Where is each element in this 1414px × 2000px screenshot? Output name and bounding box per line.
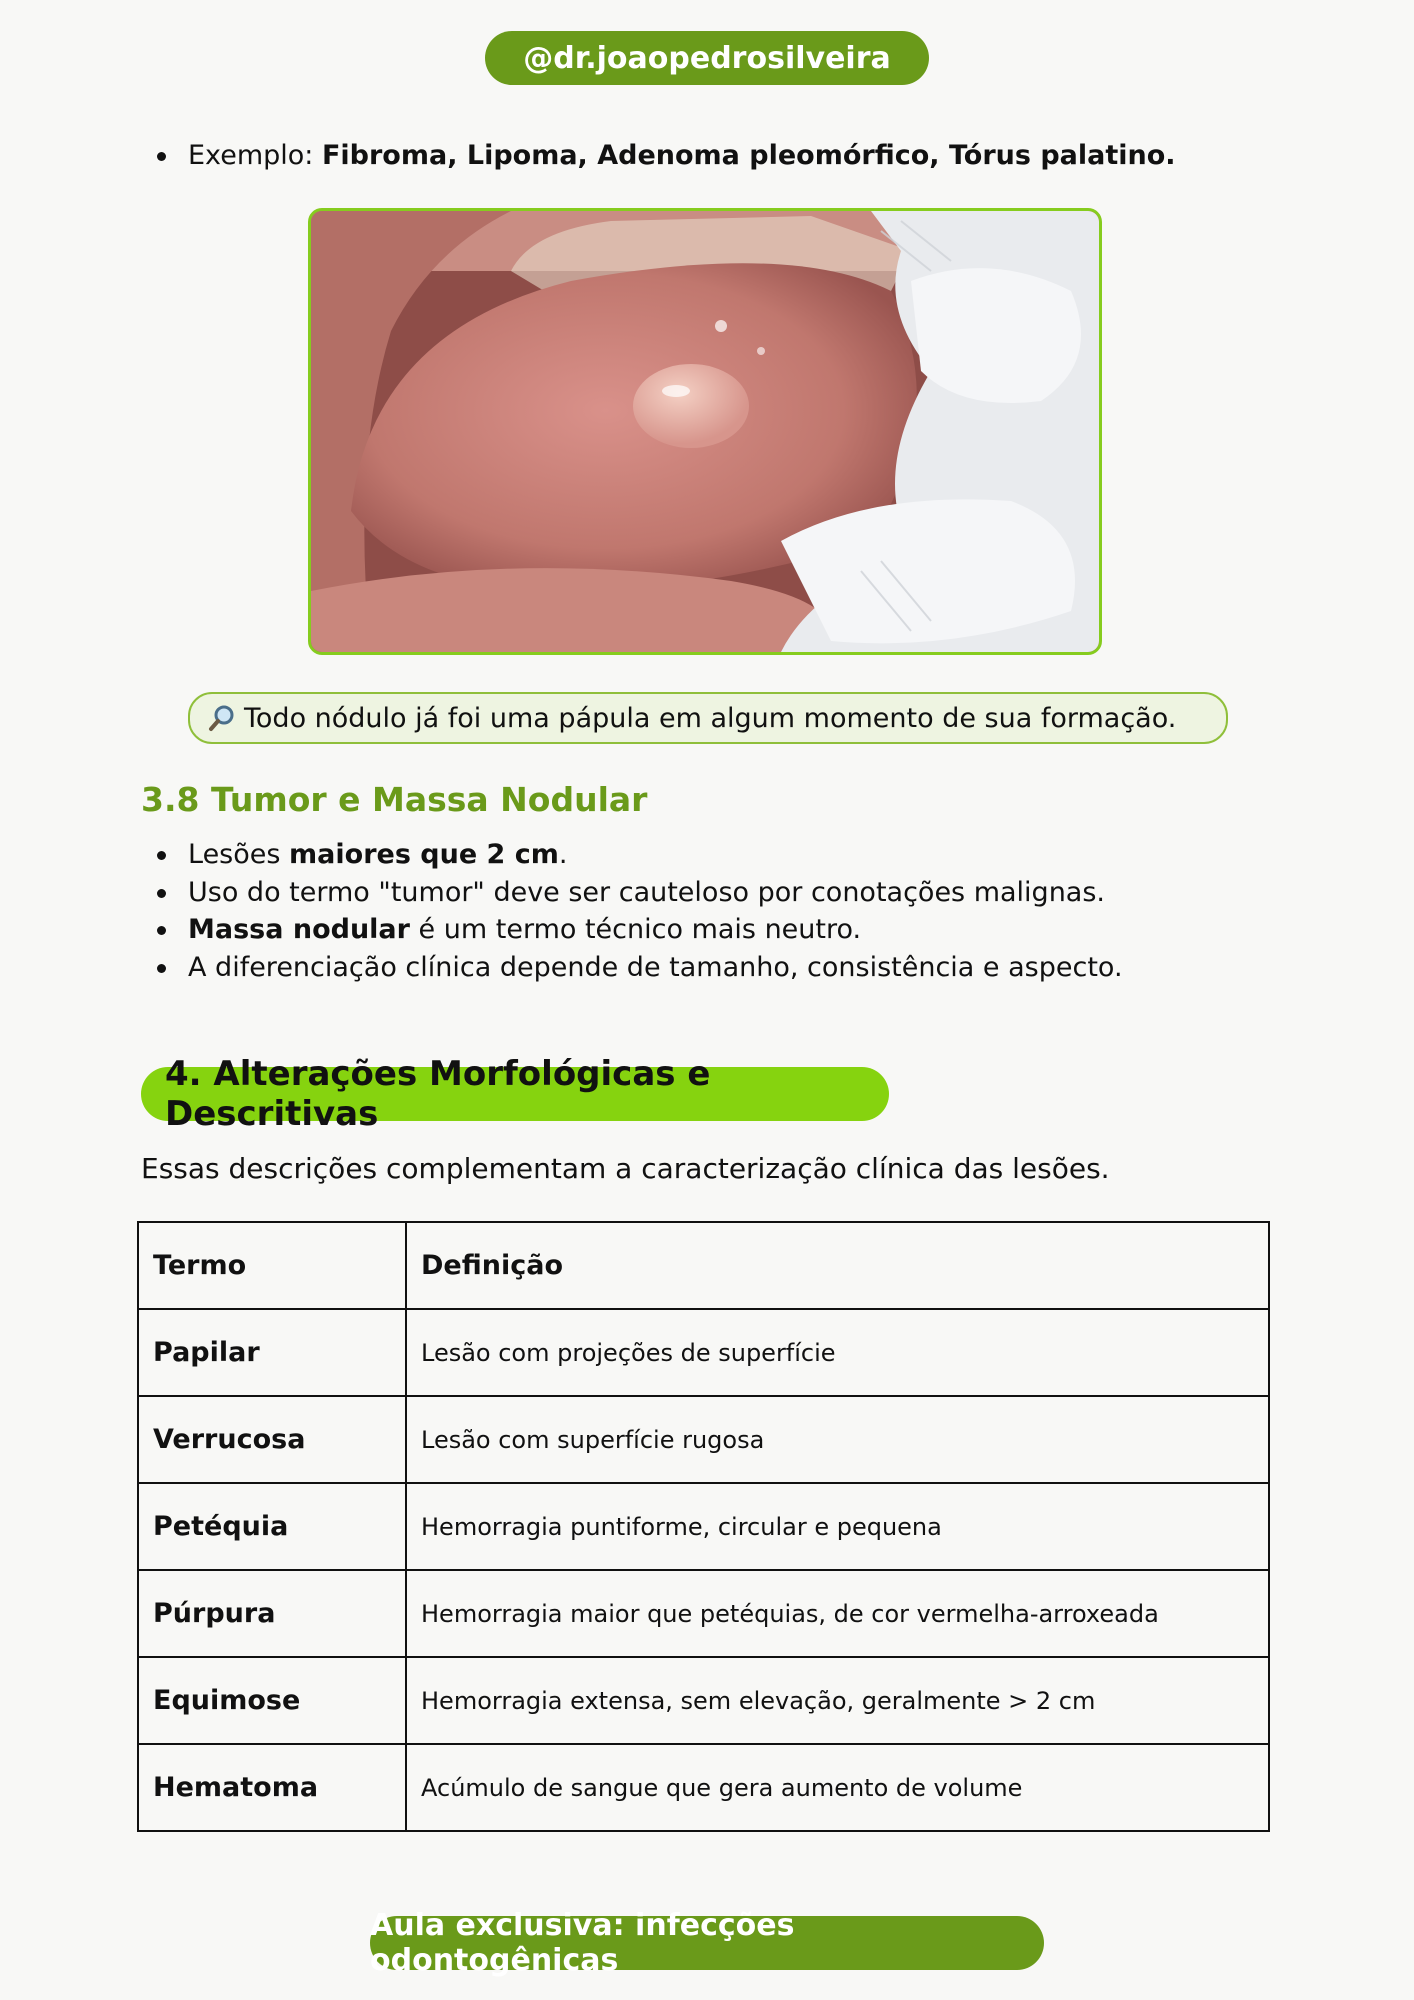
table-row	[138, 1309, 1269, 1396]
tip-text: Todo nódulo já foi uma pápula em algum momento de sua formação.	[244, 702, 1177, 734]
clinical-photo-tongue-nodule	[308, 208, 1102, 655]
table-row	[138, 1657, 1269, 1744]
section-4-title: 4. Alterações Morfológicas e Descritivas	[165, 1054, 711, 1134]
example-items: Fibroma, Lipoma, Adenoma pleomórfico, Tórus palatino.	[321, 140, 1176, 171]
example-item	[150, 137, 1176, 175]
tip-callout	[188, 692, 1228, 744]
term-cell: Hematoma	[138, 1744, 406, 1831]
term-cell: Púrpura	[138, 1570, 406, 1657]
definition-cell: Lesão com projeções de superfície	[406, 1309, 1269, 1396]
term-cell: Equimose	[138, 1657, 406, 1744]
term-cell: Verrucosa	[138, 1396, 406, 1483]
list-item: Uso do termo "tumor" deve ser cauteloso por conotações malignas.	[150, 874, 1123, 912]
definition-cell: Hemorragia puntiforme, circular e pequena	[406, 1483, 1269, 1570]
section-4-intro: Essas descrições complementam a caracterização clínica das lesões.	[141, 1152, 1110, 1185]
morphology-terms-table	[137, 1221, 1270, 1832]
example-list	[150, 137, 1176, 175]
term-cell: Papilar	[138, 1309, 406, 1396]
definition-cell: Hemorragia extensa, sem elevação, geralmente > 2 cm	[406, 1657, 1269, 1744]
section-heading-3-8: 3.8 Tumor e Massa Nodular	[141, 780, 648, 819]
tumor-bullet-list	[150, 836, 1123, 986]
table-header-row	[138, 1222, 1269, 1309]
section-heading-4	[141, 1054, 889, 1134]
definition-cell: Lesão com superfície rugosa	[406, 1396, 1269, 1483]
instagram-handle: @dr.joaopedrosilveira	[523, 40, 891, 76]
list-item: Massa nodular é um termo técnico mais neutro.	[150, 911, 1123, 949]
footer-label: Aula exclusiva: infecções odontogênicas	[370, 1908, 795, 1978]
list-item: A diferenciação clínica depende de tamanho, consistência e aspecto.	[150, 949, 1123, 987]
table-row	[138, 1570, 1269, 1657]
magnifier-icon	[208, 704, 236, 732]
example-prefix: Exemplo:	[188, 140, 322, 171]
term-cell: Petéquia	[138, 1483, 406, 1570]
footer-class-badge	[370, 1908, 1044, 1978]
table-row	[138, 1396, 1269, 1483]
column-header-term: Termo	[138, 1222, 406, 1309]
table-row	[138, 1744, 1269, 1831]
definition-cell: Acúmulo de sangue que gera aumento de volume	[406, 1744, 1269, 1831]
definition-cell: Hemorragia maior que petéquias, de cor vermelha-arroxeada	[406, 1570, 1269, 1657]
list-item: Lesões maiores que 2 cm.	[150, 836, 1123, 874]
column-header-definition: Definição	[406, 1222, 1269, 1309]
table-row	[138, 1483, 1269, 1570]
instagram-handle-badge	[485, 31, 929, 85]
